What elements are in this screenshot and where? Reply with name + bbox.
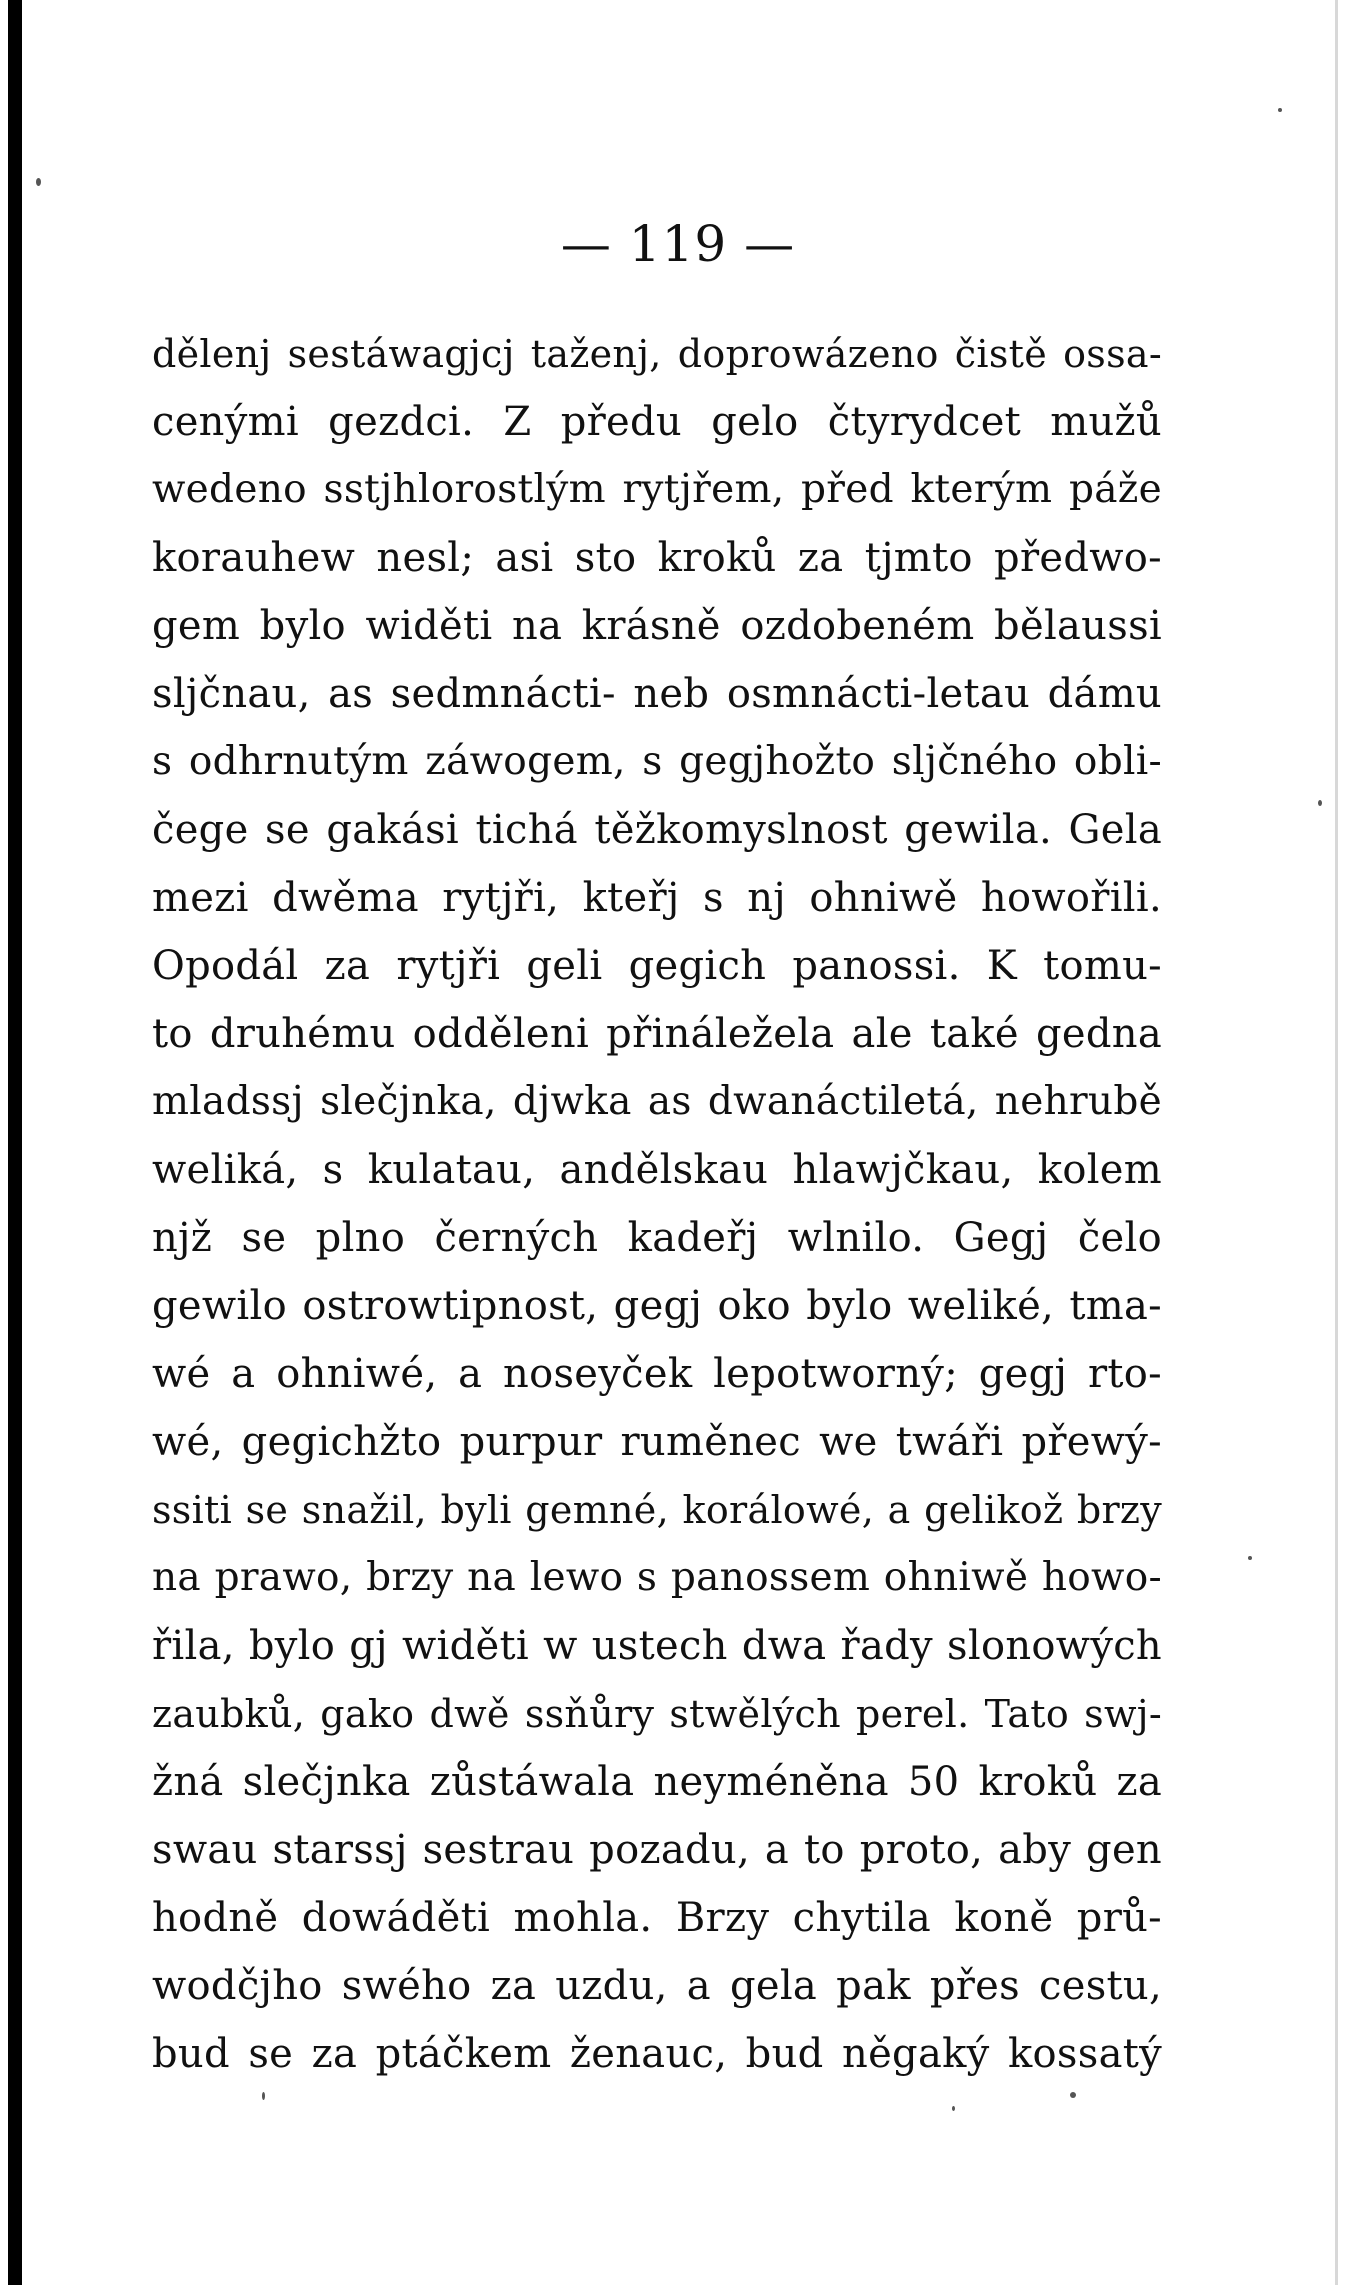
text-line: to druhému odděleni přináležela ale také gedna bbox=[152, 1011, 1162, 1057]
paper-speck bbox=[1318, 800, 1322, 806]
text-line: řila, bylo gj widěti w ustech dwa řady slonowých bbox=[152, 1623, 1162, 1669]
text-line: hodně dowáděti mohla. Brzy chytila koně prů- bbox=[152, 1895, 1162, 1941]
text-line: gem bylo widěti na krásně ozdobeném bělaussi bbox=[152, 603, 1162, 649]
text-line: mezi dwěma rytjři, kteřj s nj ohniwě howořili. bbox=[152, 875, 1162, 921]
paper-speck bbox=[36, 178, 41, 186]
page-binding-edge bbox=[8, 0, 22, 2285]
paper-speck bbox=[1248, 1556, 1252, 1560]
text-line: Opodál za rytjři geli gegich panossi. K tomu- bbox=[152, 943, 1162, 989]
paper-speck bbox=[952, 2106, 955, 2111]
page-right-edge bbox=[1335, 0, 1338, 2285]
text-line: na prawo, brzy na lewo s panossem ohniwě howo- bbox=[152, 1555, 1162, 1600]
text-line: korauhew nesl; asi sto kroků za tjmto předwo- bbox=[152, 535, 1162, 581]
text-line: dělenj sestáwagjcj taženj, doprowázeno čistě ossa- bbox=[152, 332, 1162, 376]
text-line: ssiti se snažil, byli gemné, korálowé, a gelikož brzy bbox=[152, 1488, 1162, 1532]
text-line: mladssj slečjnka, djwka as dwanáctiletá, nehrubě bbox=[152, 1079, 1162, 1124]
text-line: wodčjho swého za uzdu, a gela pak přes cestu, bbox=[152, 1963, 1162, 2009]
text-line: wé a ohniwé, a noseyček lepotworný; gegj rto- bbox=[152, 1351, 1162, 1397]
page-number: — 119 — bbox=[560, 215, 796, 273]
text-line: zaubků, gako dwě ssňůry stwělých perel. Tato swj- bbox=[152, 1692, 1162, 1736]
text-line: bud se za ptáčkem ženauc, bud něgaký kossatý bbox=[152, 2031, 1162, 2077]
text-line: gewilo ostrowtipnost, gegj oko bylo weliké, tma- bbox=[152, 1283, 1162, 1329]
text-line: weliká, s kulatau, andělskau hlawjčkau, kolem bbox=[152, 1147, 1162, 1193]
text-line: wé, gegichžto purpur ruměnec we twáři přewý- bbox=[152, 1419, 1162, 1465]
text-line: swau starssj sestrau pozadu, a to proto, aby gen bbox=[152, 1827, 1162, 1873]
paper-speck bbox=[1278, 108, 1282, 112]
paper-speck bbox=[262, 2092, 265, 2100]
text-line: žná slečjnka zůstáwala neyméněna 50 kroků za bbox=[152, 1759, 1162, 1805]
text-line: sljčnau, as sedmnácti- neb osmnácti-letau dámu bbox=[152, 671, 1162, 717]
text-line: cenými gezdci. Z předu gelo čtyrydcet mužů bbox=[152, 399, 1162, 445]
text-line: s odhrnutým záwogem, s gegjhožto sljčného obli- bbox=[152, 739, 1162, 784]
text-line: wedeno sstjhlorostlým rytjřem, před kterým páže bbox=[152, 467, 1162, 512]
text-line: čege se gakási tichá těžkomyslnost gewila. Gela bbox=[152, 807, 1162, 853]
paper-speck bbox=[1070, 2092, 1076, 2098]
body-text bbox=[152, 320, 1162, 2088]
text-line: njž se plno černých kadeřj wlnilo. Gegj čelo bbox=[152, 1215, 1162, 1261]
